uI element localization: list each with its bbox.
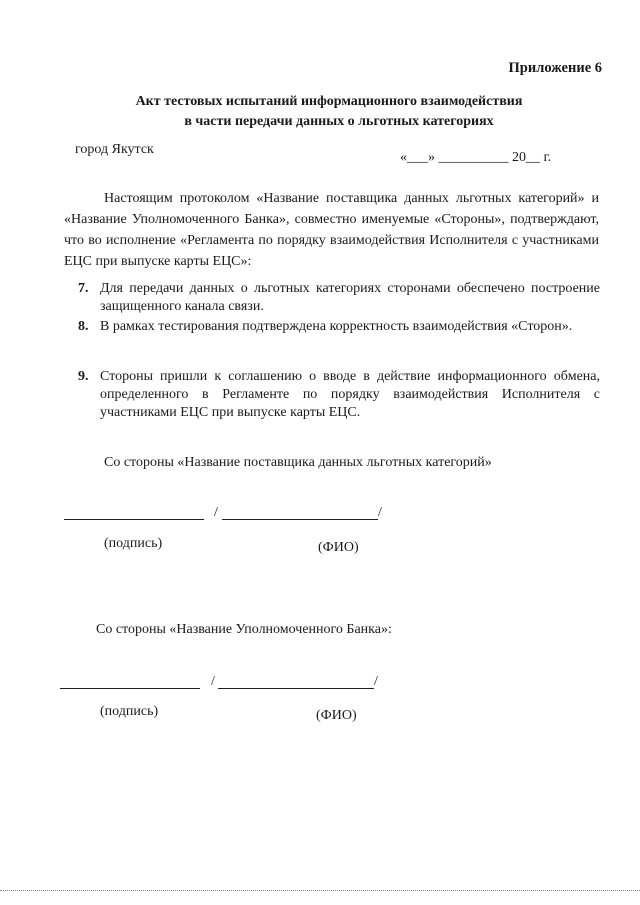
appendix-label: Приложение 6 bbox=[508, 60, 602, 76]
name-caption-1: (ФИО) bbox=[318, 540, 359, 555]
list-item bbox=[78, 318, 600, 336]
signature-caption-1: (подпись) bbox=[104, 536, 163, 551]
name-line-1 bbox=[222, 519, 378, 520]
signature-line-1 bbox=[64, 519, 204, 520]
list-item-number: 9. bbox=[78, 369, 89, 384]
slash: / bbox=[214, 505, 218, 520]
list-item-number: 8. bbox=[78, 319, 89, 334]
list-item bbox=[78, 280, 600, 316]
intro-text: Настоящим протоколом «Название поставщика данных льготных категорий» и «Название Уполномоченного Банка», совместно именуемые «Стороны», подтверждают, что во исполнение «Регламента по порядку взаимодействия Исполнителя с участниками ЕЦС при выпуске карты ЕЦС»: bbox=[64, 191, 599, 269]
list-item-text: Для передачи данных о льготных категориях сторонами обеспечено построение защищенного канала связи. bbox=[100, 281, 600, 314]
intro-paragraph bbox=[64, 188, 599, 272]
signature-line-2 bbox=[60, 688, 200, 689]
list-item-text: В рамках тестирования подтверждена корректность взаимодействия «Сторон». bbox=[100, 319, 573, 334]
list-item bbox=[78, 368, 600, 422]
list-item-text: Стороны пришли к соглашению о вводе в действие информационного обмена, определенного в Регламенте по порядку взаимодействия Исполнителя с участниками ЕЦС при выпуске карты ЕЦС. bbox=[100, 369, 600, 420]
document-title-line2: в части передачи данных о льготных категориях bbox=[184, 114, 494, 129]
date-blank: «___» __________ 20__ г. bbox=[400, 150, 552, 165]
slash: / bbox=[374, 674, 378, 689]
scan-edge-line bbox=[0, 890, 640, 891]
signature-party-2: Со стороны «Название Уполномоченного Банка»: bbox=[96, 622, 392, 637]
signature-party-1: Со стороны «Название поставщика данных льготных категорий» bbox=[104, 455, 492, 470]
document-title-line1: Акт тестовых испытаний информационного взаимодействия bbox=[135, 94, 523, 109]
city: город Якутск bbox=[75, 142, 154, 157]
signature-caption-2: (подпись) bbox=[100, 704, 159, 719]
name-caption-2: (ФИО) bbox=[316, 708, 357, 723]
list-item-number: 7. bbox=[78, 281, 89, 296]
slash: / bbox=[378, 505, 382, 520]
name-line-2 bbox=[218, 688, 374, 689]
slash: / bbox=[211, 674, 215, 689]
